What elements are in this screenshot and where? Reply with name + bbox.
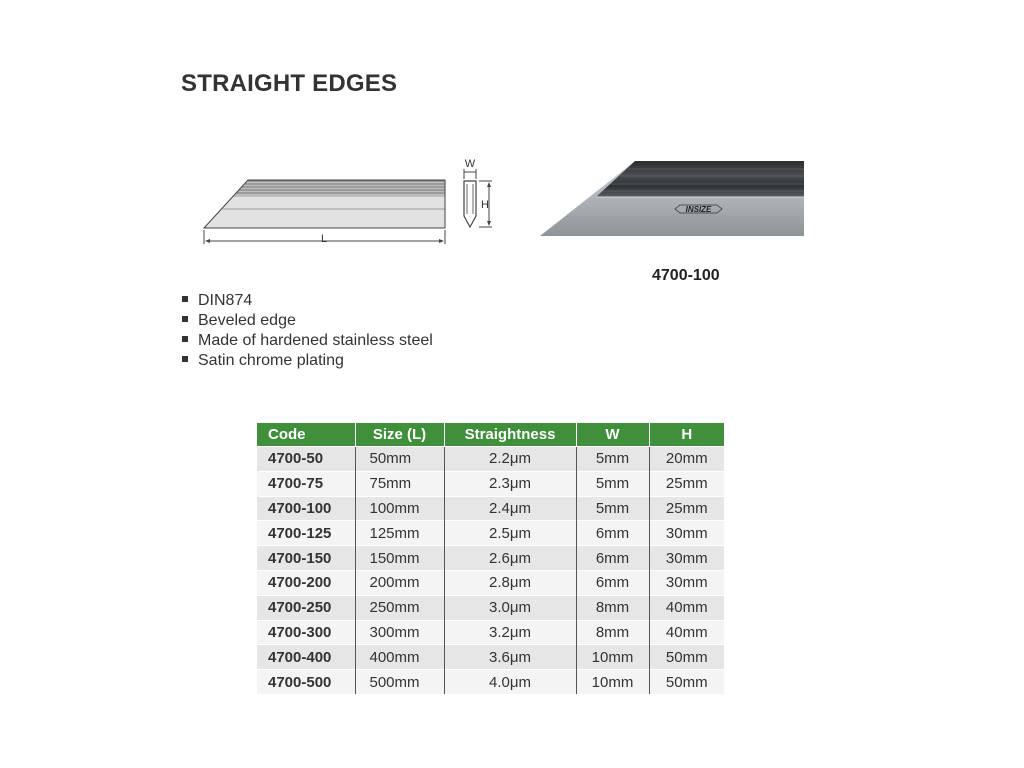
header-h: H bbox=[649, 423, 724, 447]
bullet-icon bbox=[182, 336, 188, 342]
cell-code: 4700-125 bbox=[257, 521, 355, 546]
height-label: H bbox=[481, 199, 489, 211]
bullet-icon bbox=[182, 316, 188, 322]
cell-h: 30mm bbox=[649, 521, 724, 546]
table-row bbox=[257, 496, 724, 521]
cell-size: 300mm bbox=[355, 620, 444, 645]
cell-code: 4700-200 bbox=[257, 570, 355, 595]
brand-logo-text: INSIZE bbox=[685, 205, 712, 214]
photo-model-label: 4700-100 bbox=[652, 267, 720, 284]
cell-w: 5mm bbox=[576, 447, 649, 472]
feature-list bbox=[182, 291, 433, 371]
spec-table bbox=[257, 423, 724, 694]
cell-h: 50mm bbox=[649, 670, 724, 694]
cell-size: 250mm bbox=[355, 595, 444, 620]
cell-code: 4700-250 bbox=[257, 595, 355, 620]
table-row bbox=[257, 471, 724, 496]
feature-item: DIN874 bbox=[182, 291, 433, 311]
cell-size: 50mm bbox=[355, 447, 444, 472]
header-code: Code bbox=[257, 423, 355, 447]
cell-h: 50mm bbox=[649, 645, 724, 670]
cell-straightness: 2.6μm bbox=[444, 546, 576, 571]
header-straightness: Straightness bbox=[444, 423, 576, 447]
cell-straightness: 3.6μm bbox=[444, 645, 576, 670]
cell-h: 30mm bbox=[649, 546, 724, 571]
cell-w: 10mm bbox=[576, 645, 649, 670]
cell-h: 25mm bbox=[649, 496, 724, 521]
header-w: W bbox=[576, 423, 649, 447]
cell-straightness: 3.0μm bbox=[444, 595, 576, 620]
table-row bbox=[257, 620, 724, 645]
cell-size: 150mm bbox=[355, 546, 444, 571]
cell-straightness: 2.4μm bbox=[444, 496, 576, 521]
table-row bbox=[257, 570, 724, 595]
cell-straightness: 4.0μm bbox=[444, 670, 576, 694]
length-label: L bbox=[320, 233, 328, 245]
cell-code: 4700-500 bbox=[257, 670, 355, 694]
cell-code: 4700-75 bbox=[257, 471, 355, 496]
cell-straightness: 2.3μm bbox=[444, 471, 576, 496]
cell-size: 500mm bbox=[355, 670, 444, 694]
table-header-row bbox=[257, 423, 724, 447]
cell-size: 75mm bbox=[355, 471, 444, 496]
page-title: STRAIGHT EDGES bbox=[181, 70, 398, 97]
feature-item: Beveled edge bbox=[182, 311, 433, 331]
table-row bbox=[257, 645, 724, 670]
bullet-icon bbox=[182, 296, 188, 302]
table-row bbox=[257, 670, 724, 694]
cell-straightness: 3.2μm bbox=[444, 620, 576, 645]
cell-h: 40mm bbox=[649, 595, 724, 620]
table-row bbox=[257, 447, 724, 472]
cell-size: 400mm bbox=[355, 645, 444, 670]
cell-w: 6mm bbox=[576, 521, 649, 546]
feature-item: Made of hardened stainless steel bbox=[182, 331, 433, 351]
cell-code: 4700-100 bbox=[257, 496, 355, 521]
bullet-icon bbox=[182, 356, 188, 362]
cell-w: 8mm bbox=[576, 595, 649, 620]
cell-size: 125mm bbox=[355, 521, 444, 546]
cell-h: 30mm bbox=[649, 570, 724, 595]
cell-code: 4700-300 bbox=[257, 620, 355, 645]
cell-code: 4700-150 bbox=[257, 546, 355, 571]
cell-straightness: 2.2μm bbox=[444, 447, 576, 472]
cell-w: 6mm bbox=[576, 570, 649, 595]
cell-w: 8mm bbox=[576, 620, 649, 645]
cell-straightness: 2.5μm bbox=[444, 521, 576, 546]
cell-size: 200mm bbox=[355, 570, 444, 595]
width-label: W bbox=[464, 158, 476, 170]
header-size: Size (L) bbox=[355, 423, 444, 447]
cell-straightness: 2.8μm bbox=[444, 570, 576, 595]
cell-size: 100mm bbox=[355, 496, 444, 521]
cell-w: 6mm bbox=[576, 546, 649, 571]
cell-code: 4700-400 bbox=[257, 645, 355, 670]
feature-item: Satin chrome plating bbox=[182, 351, 433, 371]
straight-edge-drawing bbox=[198, 150, 508, 250]
cell-code: 4700-50 bbox=[257, 447, 355, 472]
cell-h: 25mm bbox=[649, 471, 724, 496]
cell-w: 5mm bbox=[576, 496, 649, 521]
cell-w: 5mm bbox=[576, 471, 649, 496]
table-row bbox=[257, 546, 724, 571]
cell-h: 40mm bbox=[649, 620, 724, 645]
table-row bbox=[257, 595, 724, 620]
product-photo bbox=[538, 157, 808, 239]
cell-h: 20mm bbox=[649, 447, 724, 472]
table-row bbox=[257, 521, 724, 546]
cell-w: 10mm bbox=[576, 670, 649, 694]
